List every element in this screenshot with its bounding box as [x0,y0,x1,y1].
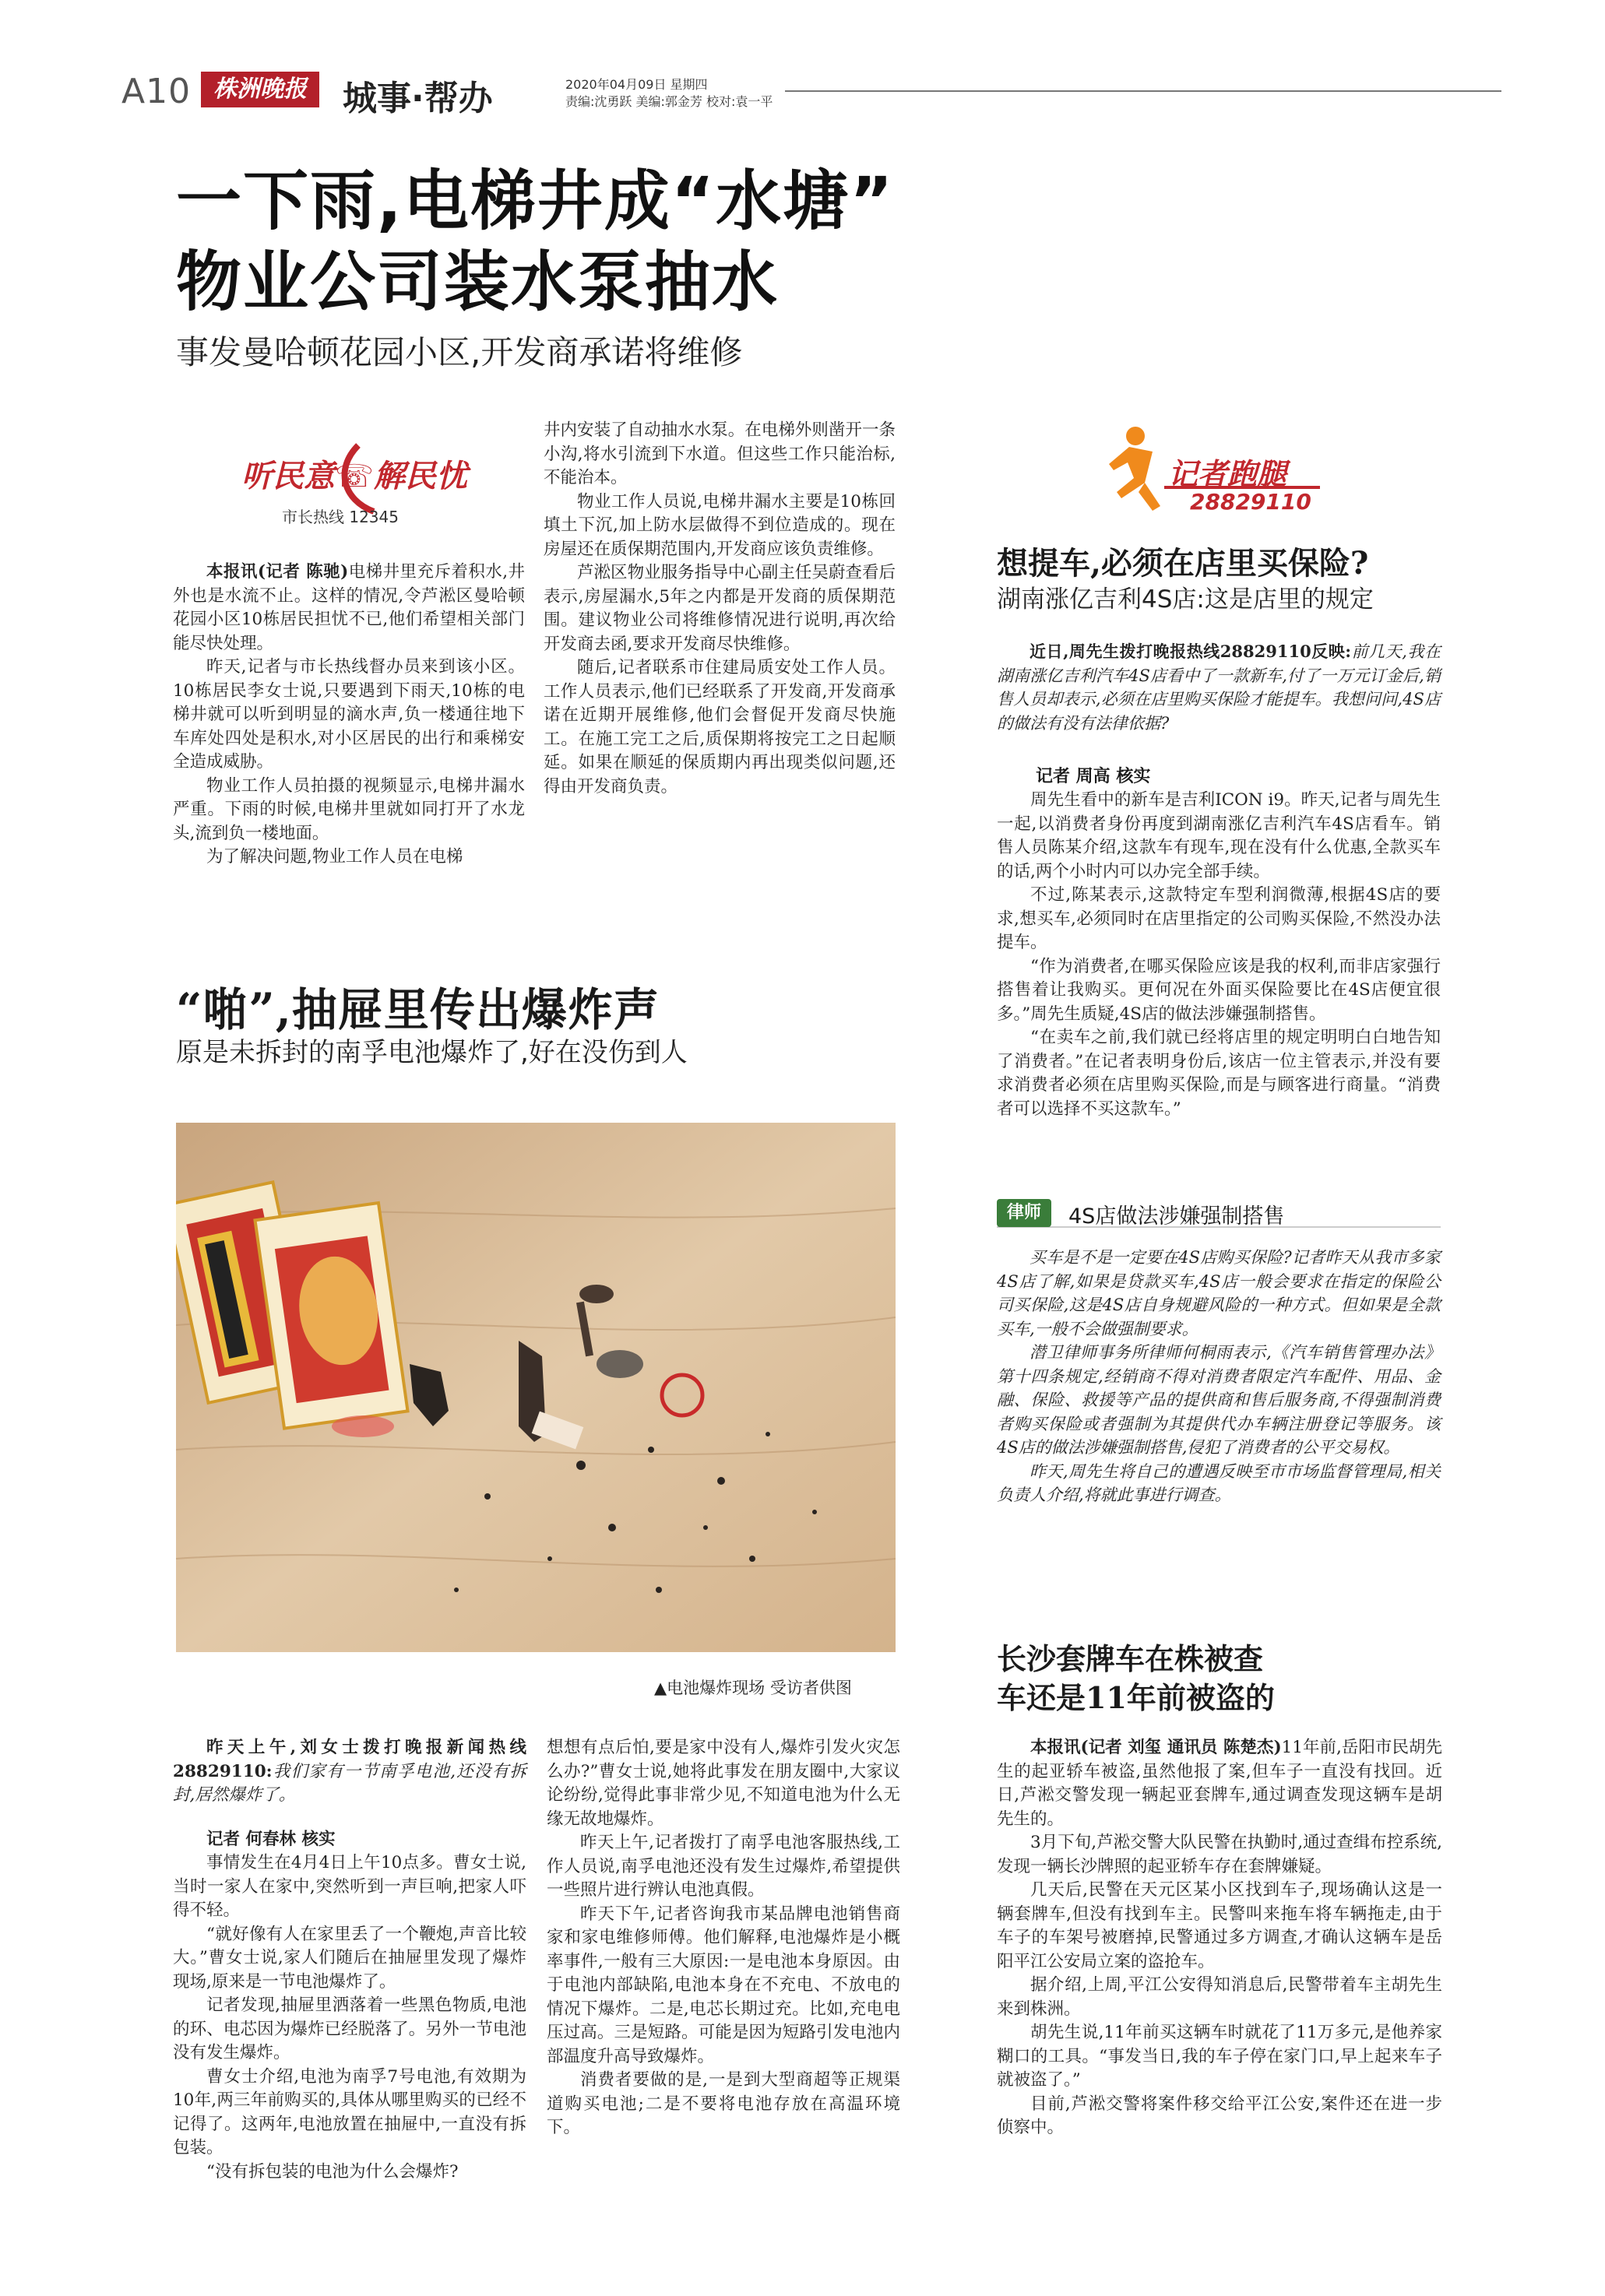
section-title: 城事·帮办 [343,79,493,118]
photo-caption: ▲电池爆炸现场 受访者供图 [654,1679,852,1697]
header-meta [565,76,773,111]
story3-lead-quote: 前几天,我在湖南涨亿吉利汽车4S店看中了一款新车,付了一万元订金后,销售人员却表示,必须在店里购买保险才能提车。我想问问,4S店的做法有没有法律依据? [997,642,1441,733]
story1-paragraph: 芦淞区物业服务指导中心副主任吴蔚查看后表示,房屋漏水,5年之内都是开发商的质保期范围。建议物业公司将维修情况进行说明,再次给开发商去函,要求开发商尽快维修。 [544,563,896,654]
story2-subheadline: 原是未拆封的南孚电池爆炸了,好在没伤到人 [176,1037,688,1068]
runner-hotline: 28829110 [1190,489,1311,515]
story2-paragraph: 消费者要做的是,一是到大型商超等正规渠道购买电池;二是不要将电池存放在高温环境下。 [547,2070,900,2137]
story4-paragraph: 本报讯(记者 刘玺 通讯员 陈楚杰)11年前,岳阳市民胡先生的起亚轿车被盗,虽然他报了案,但车子一直没有找回。近日,芦淞交警发现一辆起亚套牌车,通过调查发现这辆车是胡先生的。 [997,1738,1442,1829]
story1-paragraph: 随后,记者联系市住建局质安处工作人员。工作人员表示,他们已经联系了开发商,开发商承诺在近期开展维修,他们会督促开发商尽快施工。在施工完工之后,质保期将按完工之日起顺延。如果在顺延的保质期内再出现类似问题,还得由开发商负责。 [544,658,896,796]
story2-paragraph: “就好像有人在家里丢了一个鞭炮,声音比较大。”曹女士说,家人们随后在抽屉里发现了爆炸现场,原来是一节电池爆炸了。 [173,1924,526,1992]
story3-paragraph: 不过,陈某表示,这款特定车型利润微薄,根据4S店的要求,想买车,必须同时在店里指定的公司购买保险,不然没办法提车。 [997,885,1441,952]
story3-paragraph: “在卖车之前,我们就已经将店里的规定明明白白地告知了消费者。”在记者表明身份后,该店一位主管表示,并没有要求消费者必须在店里购买保险,而是与顾客进行商量。“消费者可以选择不买这款车。” [997,1028,1441,1119]
lawyer-paragraph: 昨天,周先生将自己的遭遇反映至市市场监督管理局,相关负责人介绍,将就此事进行调查。 [997,1461,1441,1504]
story1-paragraph: 昨天,记者与市长热线督办员来到该小区。10栋居民李女士说,只要遇到下雨天,10栋的电梯井就可以听到明显的滴水声,负一楼通往地下车库处四处是积水,对小区居民的出行和乘梯安全造成威胁。 [173,657,525,772]
story2-column2 [547,1736,900,2140]
story1-headline-line1: 一下雨,电梯井成“水塘” [176,163,895,239]
lawyer-tag: 律师 [997,1199,1051,1227]
story1-paragraph: 物业工作人员拍摄的视频显示,电梯井漏水严重。下雨的时候,电梯井里就如同打开了水龙头,流到负一楼地面。 [173,775,525,843]
story2-paragraph: 曹女士介绍,电池为南孚7号电池,有效期为10年,两三年前购买的,具体从哪里购买的已经不记得了。这两年,电池放置在抽屉中,一直没有拆包装。 [173,2066,526,2157]
story2-paragraph: 事情发生在4月4日上午10点多。曹女士说,当时一家人在家中,突然听到一声巨响,把家人吓得不轻。 [173,1853,526,1920]
story4-dateline: 本报讯(记者 刘玺 通讯员 陈楚杰) [1030,1738,1282,1757]
story1-paragraph: 本报讯(记者 陈驰)电梯井里充斥着积水,井外也是水流不止。这样的情况,令芦淞区曼哈顿花园小区10栋居民担忧不已,他们希望相关部门能尽快处理。 [173,562,525,653]
story3-headline: 想提车,必须在店里买保险? [997,545,1369,582]
story4-paragraph: 胡先生说,11年前买这辆车时就花了11万多元,是他养家糊口的工具。“事发当日,我的车子停在家门口,早上起来车子就被盗了。” [997,2023,1442,2090]
mayor-hotline-number: 市长热线 12345 [282,508,399,526]
story1-headline-line2: 物业公司装水泵抽水 [176,244,780,320]
story2-paragraph: 记者发现,抽屉里洒落着一些黑色物质,电池的环、电芯因为爆炸已经脱落了。另外一节电池没有发生爆炸。 [173,1995,526,2062]
story3-body [997,789,1441,1121]
lawyer-paragraph: 潜卫律师事务所律师何桐雨表示,《汽车销售管理办法》第十四条规定,经销商不得对消费者限定汽车配件、用品、金融、保险、救援等产品的提供商和售后服务商,不得强制消费者购买保险或者强制为其提供代办车辆注册登记等服务。该4S店的做法涉嫌强制搭售,侵犯了消费者的公平交易权。 [997,1343,1441,1457]
story1-paragraph: 为了解决问题,物业工作人员在电梯 [206,847,463,867]
battery-explosion-photo [176,1123,896,1652]
story3-lead [997,640,1441,735]
story2-paragraph: 想想有点后怕,要是家中没有人,爆炸引发火灾怎么办?”曹女士说,她将此事发在朋友圈中,大家议论纷纷,觉得此事非常少见,不知道电池为什么无缘无故地爆炸。 [547,1738,900,1829]
page-number: A10 [121,72,192,111]
story1-paragraph: 物业工作人员说,电梯井漏水主要是10栋回填土下沉,加上防水层做得不到位造成的。现在房屋还在质保期范围内,开发商应该负责维修。 [544,491,896,559]
story2-paragraph: 昨天上午,记者拨打了南孚电池客服热线,工作人员说,南孚电池还没有发生过爆炸,希望提供一些照片进行辨认电池真假。 [547,1833,900,1900]
story4-paragraph: 3月下旬,芦淞交警大队民警在执勤时,通过查缉布控系统,发现一辆长沙牌照的起亚轿车存在套牌嫌疑。 [997,1833,1442,1876]
story3-subheadline: 湖南涨亿吉利4S店:这是店里的规定 [997,585,1374,614]
lawyer-section-body [997,1246,1441,1507]
paper-logo: 株洲晚报 [201,72,319,107]
story4-paragraph: 目前,芦淞交警将案件移交给平江公安,案件还在进一步侦察中。 [997,2094,1442,2137]
story2-lead [173,1736,526,1808]
editor-credits: 责编:沈勇跃 美编:郭金芳 校对:袁一平 [565,94,773,109]
story1-dateline: 本报讯(记者 陈驰) [206,562,349,582]
story2-headline: “啪”,抽屉里传出爆炸声 [176,983,660,1036]
story3-paragraph: 周先生看中的新车是吉利ICON i9。昨天,记者与周先生一起,以消费者身份再度到湖南涨亿吉利汽车4S店看车。销售人员陈某介绍,这款车有现车,现在没有什么优惠,全款买车的话,两个小时内可以办完全部手续。 [997,790,1441,881]
story4-headline: 长沙套牌车在株被查 车还是11年前被盗的 [997,1641,1275,1715]
story3-byline: 记者 周高 核实 [1036,766,1151,786]
lawyer-paragraph: 买车是不是一定要在4S店购买保险?记者昨天从我市多家4S店了解,如果是贷款买车,4S店一般会要求在指定的保险公司买保险,这是4S店自身规避风险的一种方式。但如果是全款买车,一般不会做强制要求。 [997,1248,1441,1338]
story3-paragraph: “作为消费者,在哪买保险应该是我的权利,而非店家强行搭售着让我购买。更何况在外面买保险要比在4S店便宜很多。”周先生质疑,4S店的做法涉嫌强制搭售。 [997,956,1441,1024]
story2-column1 [173,1736,526,2184]
story1-column1 [173,561,525,870]
story1-subheadline: 事发曼哈顿花园小区,开发商承诺将维修 [176,333,743,371]
story4-body [997,1736,1442,2140]
story2-byline: 记者 何春林 核实 [206,1829,336,1849]
story2-lead-bold: 昨天上午,刘女士拨打晚报新闻热线28829110: [173,1738,526,1781]
hotline-badge-title: 听民意☏解民忧 [241,459,468,494]
story2-lead-quote: 我们家有一节南孚电池,还没有拆封,居然爆炸了。 [173,1761,526,1805]
story4-paragraph: 据介绍,上周,平江公安得知消息后,民警带着车主胡先生来到株洲。 [997,1975,1442,2019]
issue-date: 2020年04月09日 星期四 [565,77,708,92]
story3-lead-bold: 近日,周先生拨打晚报热线28829110反映: [1030,642,1352,661]
story2-paragraph: “没有拆包装的电池为什么会爆炸? [206,2161,459,2182]
story1-column2 [544,419,896,799]
runner-logo-text: 记者跑腿 [1168,457,1287,491]
story1-paragraph: 井内安装了自动抽水水泵。在电梯外则凿开一条小沟,将水引流到下水道。但这些工作只能治标,不能治本。 [544,420,896,487]
lawyer-section-title: 4S店做法涉嫌强制搭售 [1068,1204,1285,1229]
header-rule [785,90,1501,92]
story2-paragraph: 昨天下午,记者咨询我市某品牌电池销售商家和家电维修师傅。他们解释,电池爆炸是小概率事件,一般有三大原因:一是电池本身原因。由于电池内部缺陷,电池本身在不充电、不放电的情况下爆炸。二是,电芯长期过充。比如,充电电压过高。三是短路。可能是因为短路引发电池内部温度升高导致爆炸。 [547,1904,900,2066]
story4-paragraph: 几天后,民警在天元区某小区找到车子,现场确认这是一辆套牌车,但没有找到车主。民警叫来拖车将车辆拖走,由于车子的车架号被磨掉,民警通过多方调查,才确认这辆车是岳阳平江公安局立案的盗抢车。 [997,1880,1442,1971]
